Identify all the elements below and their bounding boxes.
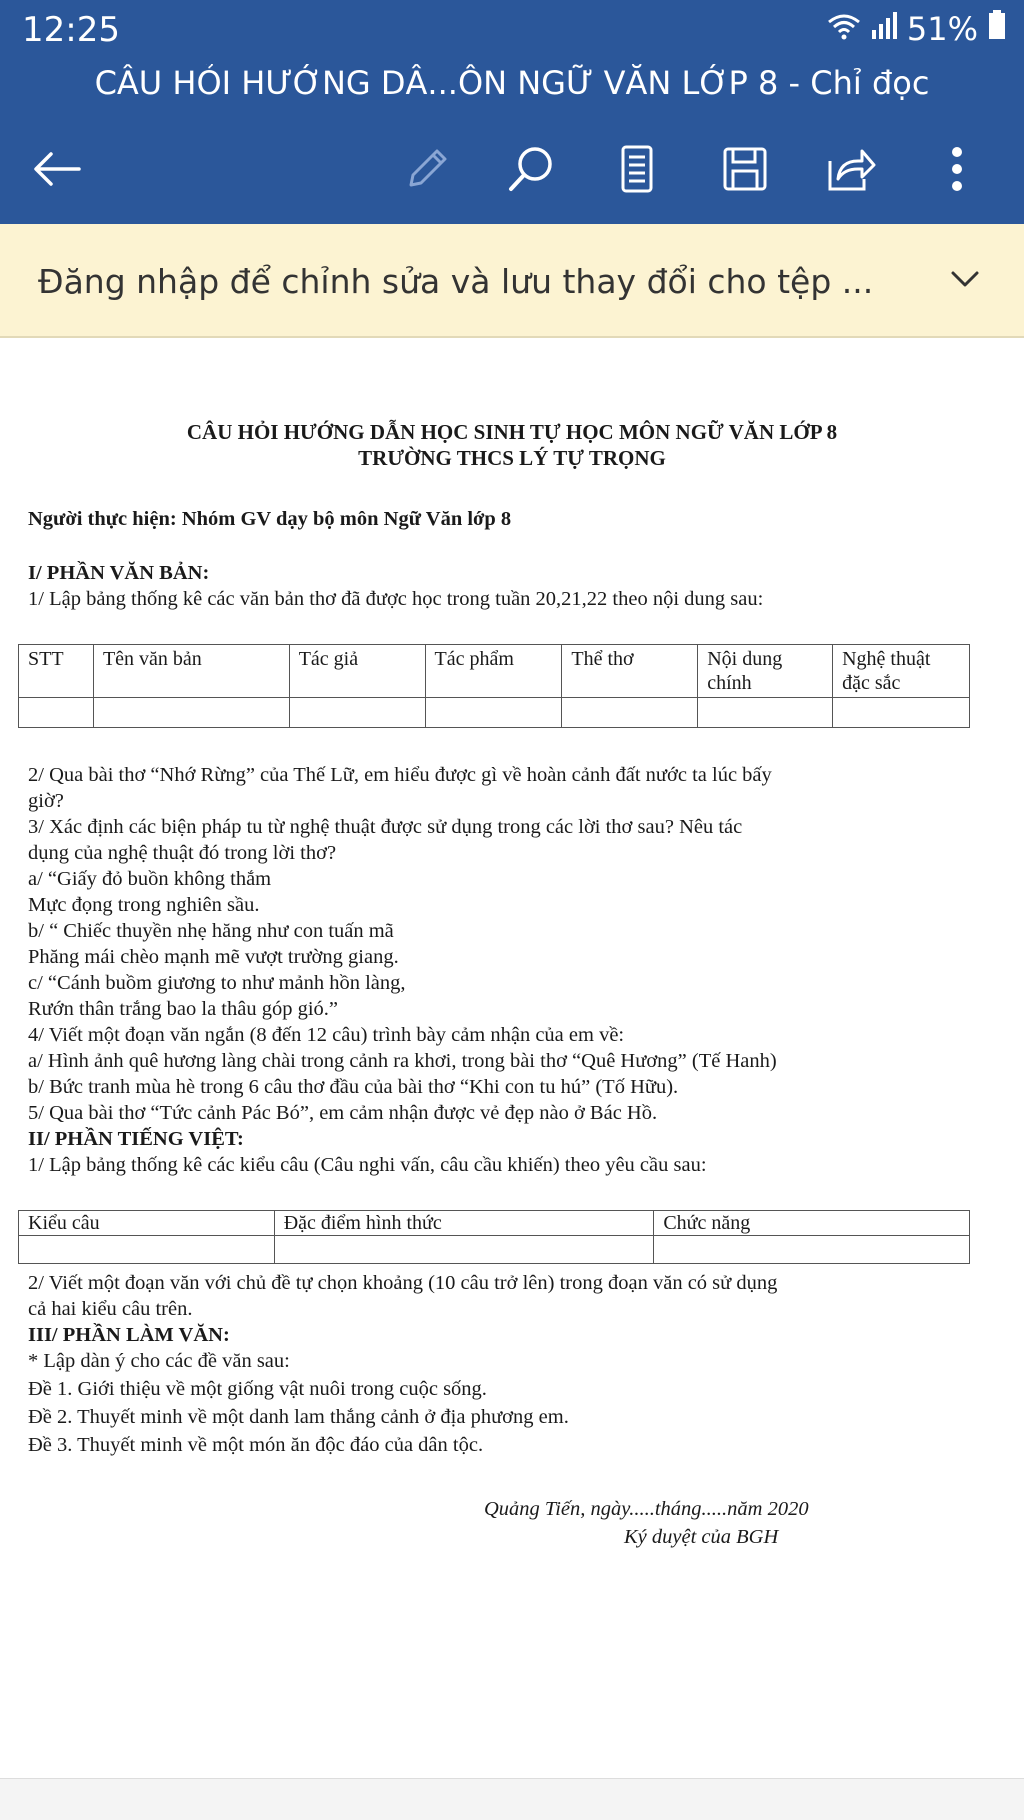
poem-stats-table	[18, 644, 970, 728]
banner-text: Đăng nhập để chỉnh sửa và lưu thay đổi cho tệp ...	[38, 262, 874, 301]
signal-icon	[871, 10, 897, 48]
section2-q2-line2: cả hai kiểu câu trên.	[28, 1298, 193, 1320]
table-header-cell: STT	[19, 645, 94, 698]
share-icon	[826, 145, 876, 193]
sentence-types-table	[18, 1210, 970, 1264]
sign-in-banner[interactable]	[0, 224, 1024, 338]
back-button[interactable]	[20, 132, 94, 206]
section1-q3b-line1: b/ “ Chiếc thuyền nhẹ hăng như con tuấn mã	[28, 920, 394, 942]
toolbar	[0, 132, 1024, 206]
document-page	[0, 338, 1024, 1778]
section2-title: II/ PHẦN TIẾNG VIỆT:	[28, 1128, 244, 1150]
section1-q3c-line2: Rướn thân trắng bao la thâu góp gió.”	[28, 998, 339, 1020]
save-icon	[721, 145, 769, 193]
wifi-icon	[827, 10, 861, 48]
reading-view-icon	[619, 144, 655, 194]
section1-q3a-line2: Mực đọng trong nghiên sầu.	[28, 894, 260, 916]
table-header-cell: Tác phẩm	[425, 645, 562, 698]
doc-heading-2: TRƯỜNG THCS LÝ TỰ TRỌNG	[358, 446, 666, 470]
table-cell	[562, 698, 698, 728]
signature-title: Ký duyệt của BGH	[624, 1526, 779, 1548]
section3-item-3: Đề 3. Thuyết minh về một món ăn độc đáo của dân tộc.	[28, 1434, 484, 1456]
section1-q4a: a/ Hình ảnh quê hương làng chài trong cảnh ra khơi, trong bài thơ “Quê Hương” (Tế Hanh)	[28, 1050, 777, 1072]
battery-level: 51%	[906, 10, 978, 48]
table-header-cell: Kiểu câu	[19, 1211, 275, 1236]
table-cell	[833, 698, 970, 728]
table-cell	[654, 1236, 970, 1264]
battery-icon	[988, 10, 1006, 48]
document-title: CÂU HỎI HƯỚNG DẪ...ÔN NGỮ VĂN LỚP 8 - Chỉ đọc	[94, 64, 930, 102]
table-header-cell: Chức năng	[654, 1211, 970, 1236]
table-header-cell: Thể thơ	[562, 645, 698, 698]
table-header-cell: Tên văn bản	[93, 645, 289, 698]
table-header-cell: Nội dung chính	[698, 645, 833, 698]
table-cell	[19, 1236, 275, 1264]
section2-q2-line1: 2/ Viết một đoạn văn với chủ đề tự chọn khoảng (10 câu trở lên) trong đoạn văn có sử dụng	[28, 1272, 778, 1294]
section1-title: I/ PHẦN VĂN BẢN:	[28, 562, 210, 584]
table-header-row	[19, 1211, 970, 1236]
table-cell	[425, 698, 562, 728]
section1-q3-line2: dụng của nghệ thuật đó trong lời thơ?	[28, 842, 337, 864]
pencil-icon	[403, 145, 451, 193]
section3-item-1: Đề 1. Giới thiệu về một giống vật nuôi trong cuộc sống.	[28, 1378, 487, 1400]
section1-q2-line1: 2/ Qua bài thơ “Nhớ Rừng” của Thế Lữ, em hiểu được gì về hoàn cảnh đất nước ta lúc bấy	[28, 764, 772, 786]
search-button[interactable]	[494, 132, 568, 206]
table-row	[19, 1236, 970, 1264]
table-cell	[698, 698, 833, 728]
signature-date: Quảng Tiến, ngày.....tháng.....năm 2020	[484, 1498, 809, 1520]
author-line: Người thực hiện: Nhóm GV dạy bộ môn Ngữ Văn lớp 8	[28, 508, 512, 530]
search-icon	[506, 144, 556, 194]
share-button[interactable]	[814, 132, 888, 206]
table-row	[19, 698, 970, 728]
section3-intro: * Lập dàn ý cho các đề văn sau:	[28, 1350, 290, 1372]
table-cell	[93, 698, 289, 728]
section3-item-2: Đề 2. Thuyết minh về một danh lam thắng cảnh ở địa phương em.	[28, 1406, 569, 1428]
more-vert-icon	[950, 146, 964, 192]
expand-banner-button[interactable]	[942, 258, 988, 304]
section1-q2-line2: giờ?	[28, 790, 64, 812]
table-cell	[274, 1236, 654, 1264]
chevron-down-icon	[950, 270, 980, 293]
status-time: 12:25	[22, 10, 120, 50]
section1-q5: 5/ Qua bài thơ “Tức cảnh Pác Bó”, em cảm nhận được vẻ đẹp nào ở Bác Hồ.	[28, 1102, 658, 1124]
table-header-cell: Đặc điểm hình thức	[274, 1211, 654, 1236]
section1-q4b: b/ Bức tranh mùa hè trong 6 câu thơ đầu của bài thơ “Khi con tu hú” (Tố Hữu).	[28, 1076, 679, 1098]
save-button[interactable]	[708, 132, 782, 206]
doc-heading-1: CÂU HỎI HƯỚNG DẪN HỌC SINH TỰ HỌC MÔN NGỮ VĂN LỚP 8	[186, 420, 838, 444]
section1-q3a-line1: a/ “Giấy đỏ buồn không thắm	[28, 868, 272, 890]
status-indicators	[827, 10, 1006, 48]
section3-title: III/ PHẦN LÀM VĂN:	[28, 1324, 230, 1346]
table-header-cell: Tác giả	[289, 645, 425, 698]
section1-q3-line1: 3/ Xác định các biện pháp tu từ nghệ thuật được sử dụng trong các lời thơ sau? Nêu tác	[28, 816, 743, 838]
section1-q1: 1/ Lập bảng thống kê các văn bản thơ đã được học trong tuần 20,21,22 theo nội dung sau:	[28, 588, 764, 610]
bottom-navigation-bar	[0, 1778, 1024, 1820]
section2-q1: 1/ Lập bảng thống kê các kiểu câu (Câu nghi vấn, câu cầu khiến) theo yêu cầu sau:	[28, 1154, 707, 1176]
reading-view-button[interactable]	[600, 132, 674, 206]
table-header-row	[19, 645, 970, 698]
app-header	[0, 0, 1024, 224]
back-arrow-icon	[33, 151, 81, 187]
table-cell	[19, 698, 94, 728]
section1-q3c-line1: c/ “Cánh buồm giương to như mảnh hồn làng,	[28, 972, 406, 994]
edit-button[interactable]	[390, 132, 464, 206]
table-cell	[289, 698, 425, 728]
more-options-button[interactable]	[920, 132, 994, 206]
table-header-cell: Nghệ thuật đặc sắc	[833, 645, 970, 698]
section1-q3b-line2: Phăng mái chèo mạnh mẽ vượt trường giang.	[28, 946, 399, 968]
status-bar	[0, 0, 1024, 62]
section1-q4: 4/ Viết một đoạn văn ngắn (8 đến 12 câu) trình bày cảm nhận của em về:	[28, 1024, 625, 1046]
